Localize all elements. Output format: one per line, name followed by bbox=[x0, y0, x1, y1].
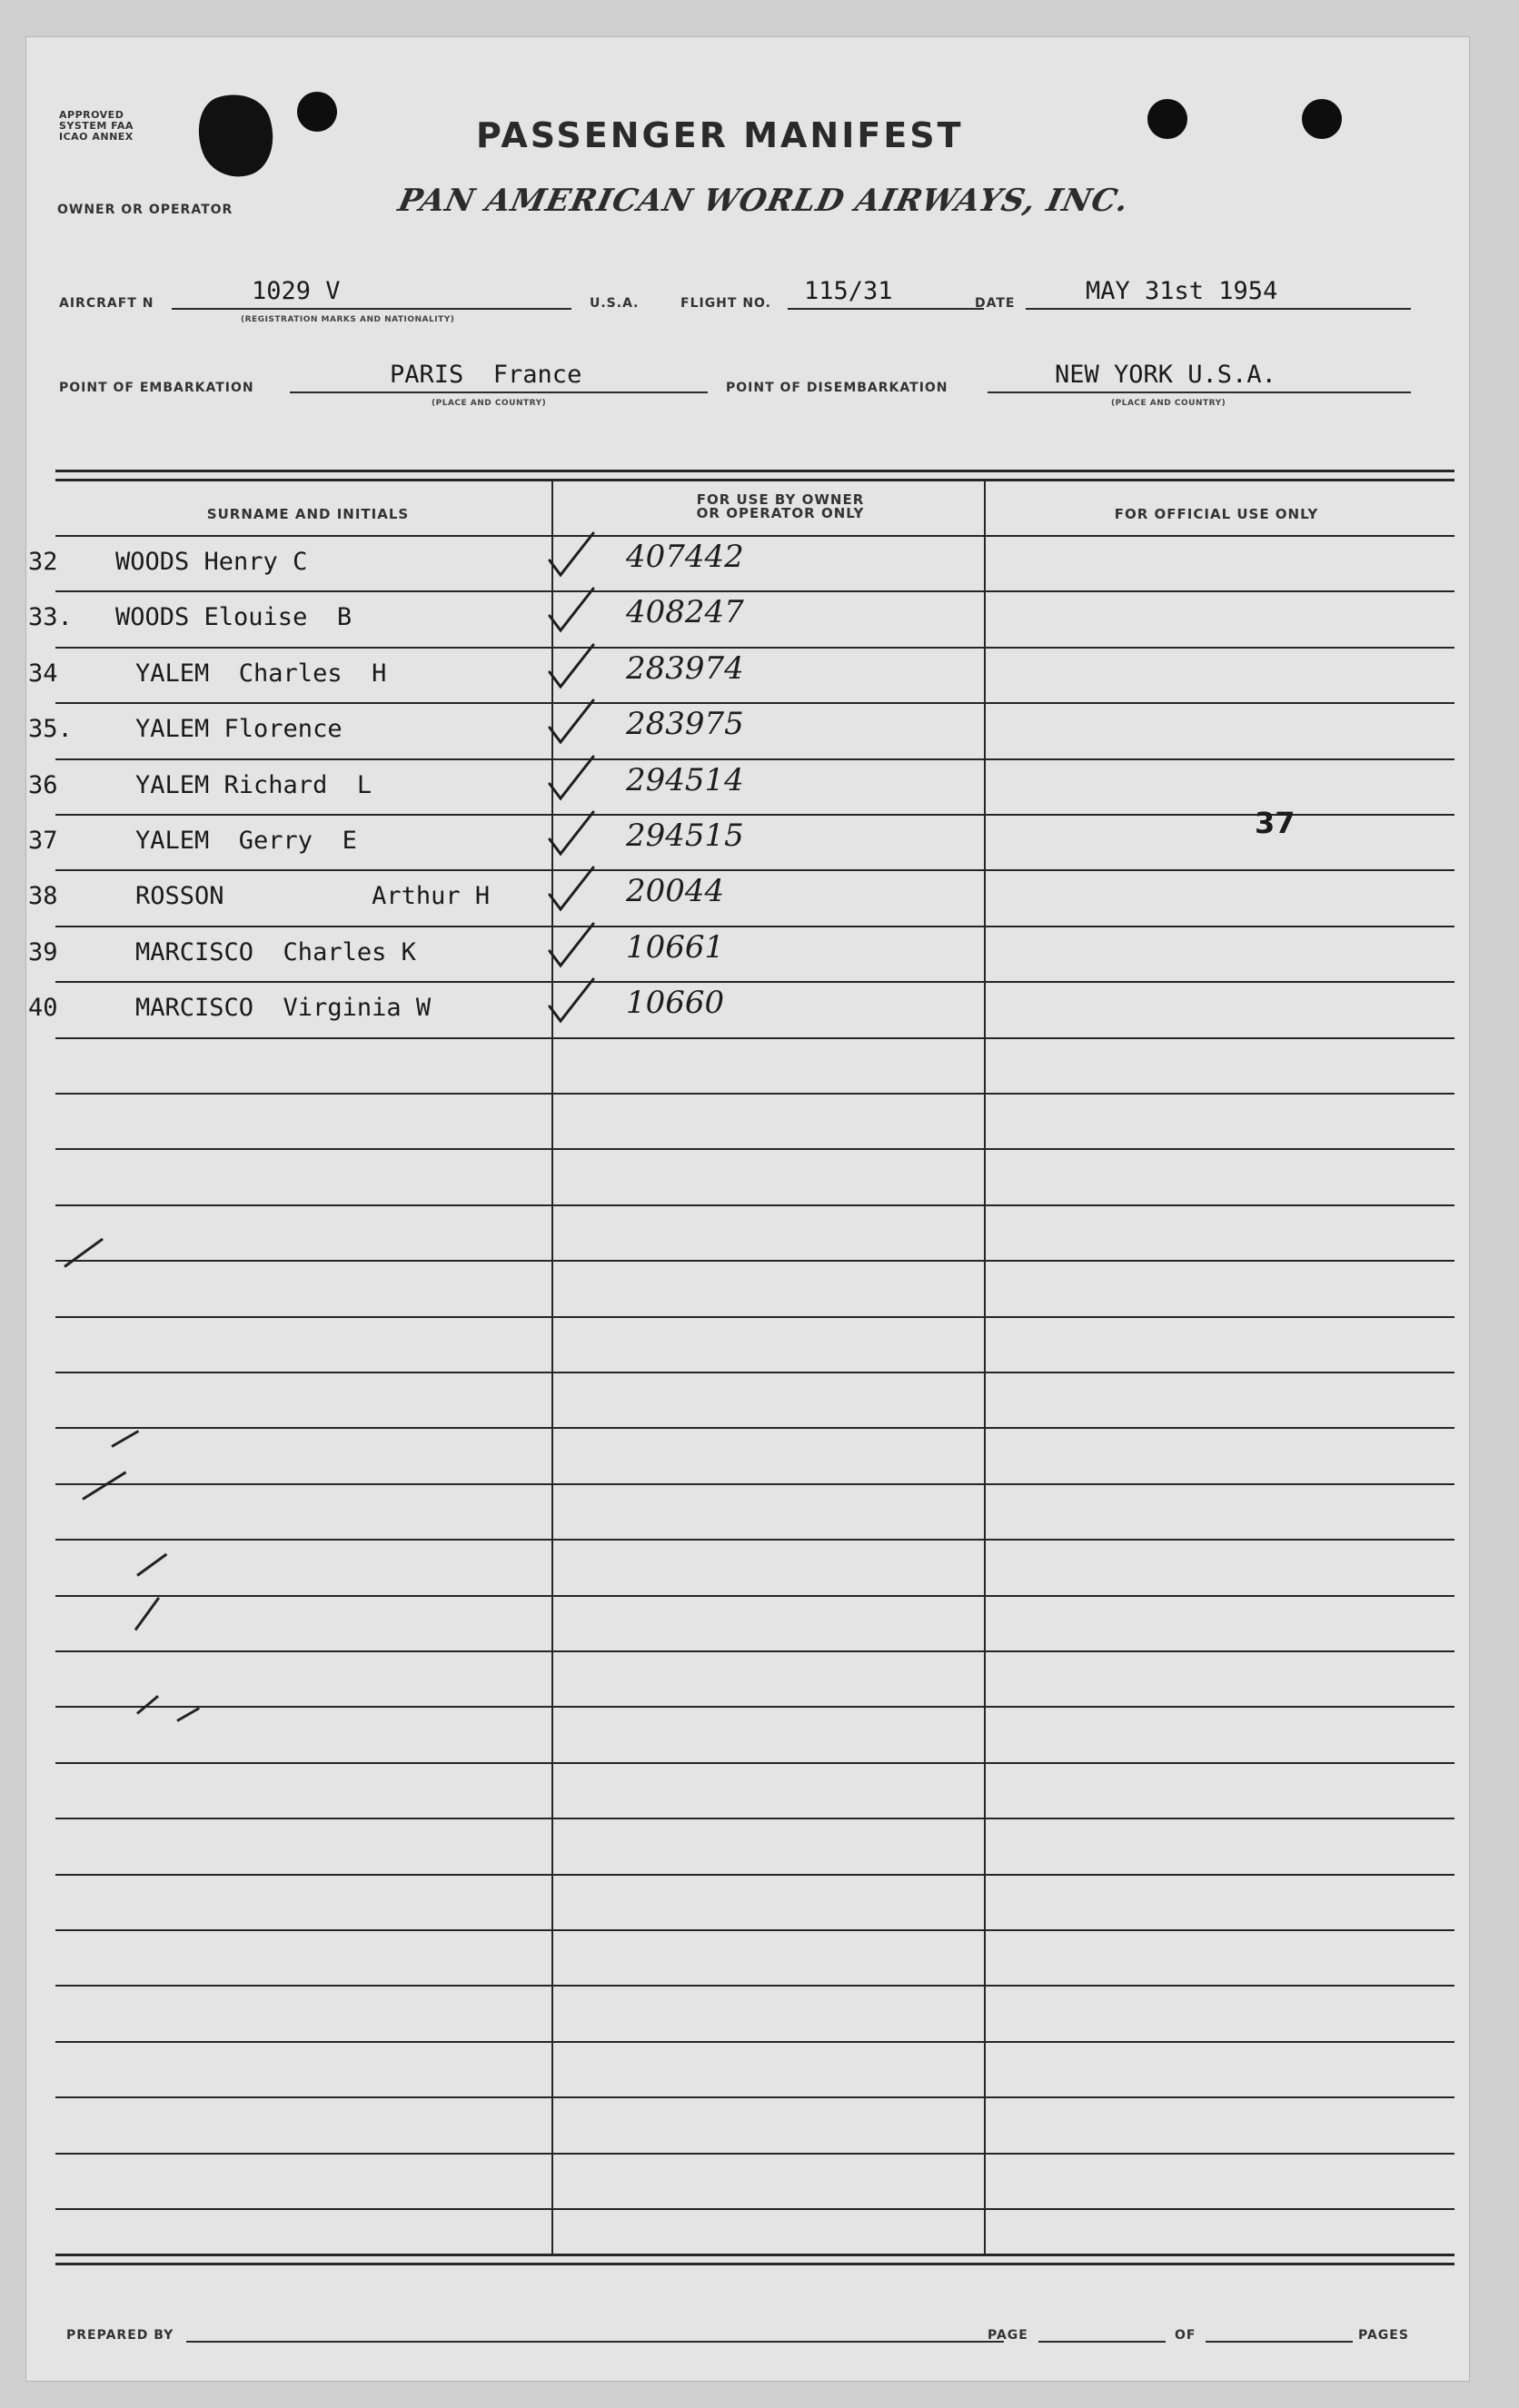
row-line bbox=[55, 1929, 1454, 1931]
column-header-official: FOR OFFICIAL USE ONLY bbox=[1114, 506, 1319, 522]
prepared-by-label: PREPARED BY bbox=[66, 2328, 174, 2343]
table-top-rule bbox=[55, 479, 1454, 481]
passenger-name: MARCISCO Virginia W bbox=[135, 994, 432, 1022]
passenger-name: YALEM Florence bbox=[135, 715, 343, 743]
aircraft-value: 1029 V bbox=[252, 277, 341, 305]
table-top-rule bbox=[55, 470, 1454, 472]
pencil-mark bbox=[136, 1553, 167, 1577]
row-line bbox=[55, 1762, 1454, 1764]
ticket-number: 283974 bbox=[626, 650, 744, 687]
table-row bbox=[26, 869, 1469, 925]
row-line bbox=[55, 1316, 1454, 1318]
of-underline bbox=[1206, 2341, 1353, 2343]
date-underline bbox=[1026, 308, 1411, 310]
embarkation-value: PARIS France bbox=[390, 361, 582, 389]
ticket-number: 294514 bbox=[626, 762, 744, 798]
flight-label: FLIGHT NO. bbox=[680, 296, 771, 311]
passenger-name: MARCISCO Charles K bbox=[135, 938, 416, 966]
passenger-name: WOODS Elouise B bbox=[115, 603, 352, 631]
row-line bbox=[55, 1037, 1454, 1039]
row-line bbox=[55, 1818, 1454, 1819]
check-mark-icon bbox=[544, 751, 599, 806]
table-row bbox=[26, 535, 1469, 590]
row-line bbox=[55, 1260, 1454, 1262]
check-mark-icon bbox=[544, 639, 599, 694]
table-row bbox=[26, 702, 1469, 758]
check-mark-icon bbox=[544, 974, 599, 1028]
table-bottom-rule bbox=[55, 2263, 1454, 2265]
pencil-mark bbox=[176, 1707, 200, 1722]
row-line bbox=[55, 2041, 1454, 2043]
flight-value: 115/31 bbox=[804, 277, 893, 305]
row-line bbox=[55, 1427, 1454, 1429]
disembarkation-label: POINT OF DISEMBARKATION bbox=[726, 381, 948, 395]
row-line bbox=[55, 1650, 1454, 1652]
passenger-name: ROSSON Arthur H bbox=[135, 882, 491, 910]
row-line bbox=[55, 1204, 1454, 1206]
of-label: OF bbox=[1175, 2328, 1196, 2343]
row-line bbox=[55, 2153, 1454, 2155]
check-mark-icon bbox=[544, 918, 599, 973]
table-row bbox=[26, 926, 1469, 981]
row-line bbox=[55, 2096, 1454, 2098]
disembarkation-underline bbox=[988, 391, 1411, 393]
row-line bbox=[55, 1483, 1454, 1485]
row-line bbox=[55, 1874, 1454, 1876]
ticket-number: 283975 bbox=[626, 706, 744, 742]
passenger-number: 39 bbox=[28, 938, 58, 966]
table-row bbox=[26, 814, 1469, 869]
flight-underline bbox=[788, 308, 984, 310]
ink-blot bbox=[188, 84, 284, 187]
pencil-mark bbox=[64, 1238, 104, 1268]
page-label: PAGE bbox=[988, 2328, 1028, 2343]
punch-hole bbox=[1302, 99, 1342, 139]
passenger-number: 34 bbox=[28, 659, 58, 688]
date-label: DATE bbox=[975, 296, 1016, 311]
punch-hole bbox=[297, 92, 337, 132]
pencil-mark bbox=[134, 1597, 160, 1630]
check-mark-icon bbox=[544, 528, 599, 582]
table-row bbox=[26, 647, 1469, 702]
airline-name: PAN AMERICAN WORLD AIRWAYS, INC. bbox=[394, 183, 1133, 219]
row-line bbox=[55, 1539, 1454, 1541]
passenger-name: YALEM Charles H bbox=[135, 659, 387, 688]
disembarkation-caption: (PLACE AND COUNTRY) bbox=[1111, 399, 1226, 408]
column-header-surname: SURNAME AND INITIALS bbox=[206, 506, 410, 522]
date-value: MAY 31st 1954 bbox=[1086, 277, 1278, 305]
prepared-by-underline bbox=[186, 2341, 1004, 2343]
passenger-name: YALEM Gerry E bbox=[135, 827, 357, 855]
embarkation-underline bbox=[290, 391, 708, 393]
check-mark-icon bbox=[544, 862, 599, 917]
row-line bbox=[55, 1148, 1454, 1150]
passenger-number: 40 bbox=[28, 994, 58, 1022]
passenger-number: 38 bbox=[28, 882, 58, 910]
column-header-owner-use: FOR USE BY OWNER OR OPERATOR ONLY bbox=[696, 491, 865, 521]
embarkation-caption: (PLACE AND COUNTRY) bbox=[432, 399, 547, 408]
usa-label: U.S.A. bbox=[590, 296, 640, 311]
row-line bbox=[55, 1372, 1454, 1373]
row-line bbox=[55, 1706, 1454, 1708]
table-row bbox=[26, 758, 1469, 814]
passenger-number: 36 bbox=[28, 771, 58, 799]
official-count: 37 bbox=[1255, 806, 1296, 840]
row-line bbox=[55, 1093, 1454, 1095]
punch-hole bbox=[1147, 99, 1187, 139]
check-mark-icon bbox=[544, 695, 599, 749]
aircraft-caption: (REGISTRATION MARKS AND NATIONALITY) bbox=[241, 315, 455, 324]
approval-stamp: APPROVED SYSTEM FAA ICAO ANNEX bbox=[59, 109, 134, 143]
ticket-number: 10660 bbox=[626, 985, 725, 1021]
row-line bbox=[55, 1985, 1454, 1987]
embarkation-label: POINT OF EMBARKATION bbox=[59, 381, 254, 395]
check-mark-icon bbox=[544, 583, 599, 638]
pencil-mark bbox=[82, 1472, 126, 1501]
row-line bbox=[55, 2208, 1454, 2210]
page-title: PASSENGER MANIFEST bbox=[476, 115, 964, 155]
disembarkation-value: NEW YORK U.S.A. bbox=[1055, 361, 1276, 389]
ticket-number: 408247 bbox=[626, 594, 744, 630]
page-underline bbox=[1038, 2341, 1166, 2343]
table-row bbox=[26, 590, 1469, 646]
ticket-number: 294515 bbox=[626, 818, 744, 854]
table-row bbox=[26, 981, 1469, 1036]
passenger-number: 37 bbox=[28, 827, 58, 855]
passenger-number: 33. bbox=[28, 603, 73, 631]
aircraft-label: AIRCRAFT N bbox=[59, 296, 154, 311]
manifest-sheet bbox=[25, 36, 1470, 2382]
passenger-name: YALEM Richard L bbox=[135, 771, 372, 799]
passenger-number: 35. bbox=[28, 715, 73, 743]
check-mark-icon bbox=[544, 807, 599, 861]
ticket-number: 20044 bbox=[626, 873, 725, 909]
pencil-mark bbox=[111, 1430, 139, 1448]
passenger-name: WOODS Henry C bbox=[115, 548, 308, 576]
ticket-number: 407442 bbox=[626, 539, 744, 575]
pages-label: PAGES bbox=[1358, 2328, 1409, 2343]
pencil-mark bbox=[136, 1695, 159, 1715]
passenger-number: 32 bbox=[28, 548, 58, 576]
table-bottom-rule bbox=[55, 2254, 1454, 2256]
aircraft-underline bbox=[172, 308, 571, 310]
ticket-number: 10661 bbox=[626, 929, 725, 966]
row-line bbox=[55, 1595, 1454, 1597]
owner-label: OWNER OR OPERATOR bbox=[57, 203, 233, 217]
